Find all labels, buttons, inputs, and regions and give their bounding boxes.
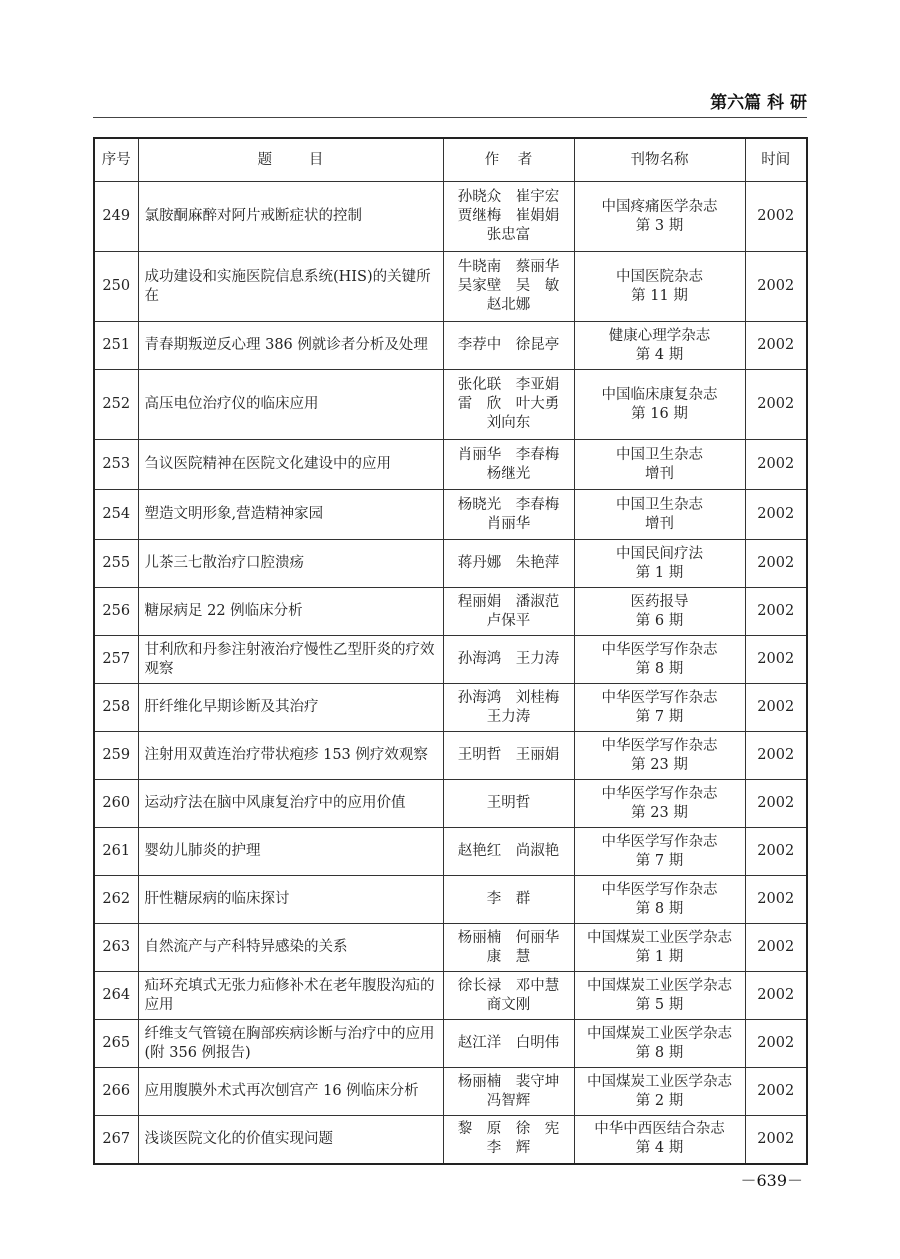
journal-name bbox=[574, 972, 745, 1020]
table-row bbox=[94, 828, 807, 876]
article-title: 高压电位治疗仪的临床应用 bbox=[138, 370, 443, 440]
journal-name bbox=[574, 684, 745, 732]
article-title: 浅谈医院文化的价值实现问题 bbox=[138, 1116, 443, 1164]
journal-name bbox=[574, 182, 745, 252]
publication-year: 2002 bbox=[745, 322, 807, 370]
row-number: 254 bbox=[94, 490, 138, 540]
article-authors bbox=[443, 370, 574, 440]
publication-year: 2002 bbox=[745, 636, 807, 684]
table-body bbox=[94, 182, 807, 1164]
row-number: 260 bbox=[94, 780, 138, 828]
article-title: 自然流产与产科特异感染的关系 bbox=[138, 924, 443, 972]
table-row bbox=[94, 1068, 807, 1116]
author-line: 徐长禄 邓中慧 bbox=[457, 977, 560, 994]
article-title: 应用腹膜外术式再次刨宫产 16 例临床分析 bbox=[138, 1068, 443, 1116]
author-line: 杨丽楠 何丽华 bbox=[457, 929, 560, 946]
publication-year: 2002 bbox=[745, 370, 807, 440]
publication-year: 2002 bbox=[745, 1020, 807, 1068]
table-row bbox=[94, 490, 807, 540]
article-authors bbox=[443, 684, 574, 732]
column-header-year: 时间 bbox=[745, 138, 807, 182]
table-row bbox=[94, 732, 807, 780]
author-line: 王力涛 bbox=[486, 708, 531, 725]
author-line: 程丽娟 潘淑范 bbox=[457, 593, 560, 610]
article-title: 运动疗法在脑中风康复治疗中的应用价值 bbox=[138, 780, 443, 828]
journal-name bbox=[574, 1020, 745, 1068]
article-title: 青春期叛逆反心理 386 例就诊者分析及处理 bbox=[138, 322, 443, 370]
row-number: 256 bbox=[94, 588, 138, 636]
column-header-number: 序号 bbox=[94, 138, 138, 182]
article-authors bbox=[443, 732, 574, 780]
journal-title: 中国煤炭工业医学杂志 bbox=[587, 929, 732, 946]
author-line: 李 辉 bbox=[486, 1140, 531, 1157]
journal-issue: 第 1 期 bbox=[635, 948, 684, 965]
author-line: 王明哲 王丽娟 bbox=[457, 747, 560, 763]
journal-title: 医药报导 bbox=[630, 593, 689, 610]
row-number: 262 bbox=[94, 876, 138, 924]
article-authors bbox=[443, 972, 574, 1020]
author-line: 赵北娜 bbox=[486, 297, 531, 313]
article-title: 塑造文明形象,营造精神家园 bbox=[138, 490, 443, 540]
author-line: 李 群 bbox=[486, 891, 531, 907]
journal-title: 中华医学写作杂志 bbox=[601, 833, 718, 850]
journal-name bbox=[574, 440, 745, 490]
journal-title: 中国煤炭工业医学杂志 bbox=[587, 1073, 732, 1090]
journal-issue: 第 6 期 bbox=[635, 612, 684, 629]
publication-year: 2002 bbox=[745, 1068, 807, 1116]
journal-issue: 第 11 期 bbox=[631, 287, 688, 304]
table-row bbox=[94, 972, 807, 1020]
table-row bbox=[94, 370, 807, 440]
author-line: 杨丽楠 裴守坤 bbox=[457, 1073, 560, 1090]
journal-title: 中华医学写作杂志 bbox=[601, 689, 718, 706]
journal-title: 中国卫生杂志 bbox=[616, 496, 703, 513]
column-header-title: 题 目 bbox=[138, 138, 443, 182]
publication-year: 2002 bbox=[745, 490, 807, 540]
article-authors bbox=[443, 322, 574, 370]
journal-issue: 第 5 期 bbox=[635, 996, 684, 1013]
table-row bbox=[94, 588, 807, 636]
article-title: 氯胺酮麻醉对阿片戒断症状的控制 bbox=[138, 182, 443, 252]
row-number: 267 bbox=[94, 1116, 138, 1164]
journal-name bbox=[574, 1116, 745, 1164]
author-line: 冯智辉 bbox=[486, 1092, 531, 1109]
article-title: 儿茶三七散治疗口腔溃疡 bbox=[138, 540, 443, 588]
journal-title: 中国民间疗法 bbox=[616, 545, 703, 562]
author-line: 杨继光 bbox=[486, 465, 531, 482]
journal-issue: 增刊 bbox=[645, 515, 674, 532]
author-line: 刘向东 bbox=[486, 415, 531, 431]
journal-name bbox=[574, 252, 745, 322]
journal-issue: 第 8 期 bbox=[635, 1044, 684, 1061]
journal-issue: 第 4 期 bbox=[635, 1140, 684, 1157]
journal-issue: 第 23 期 bbox=[631, 804, 688, 821]
author-line: 孙海鸿 刘桂梅 bbox=[457, 689, 560, 706]
journal-issue: 第 7 期 bbox=[635, 852, 684, 869]
journal-name bbox=[574, 370, 745, 440]
article-authors bbox=[443, 780, 574, 828]
journal-issue: 第 8 期 bbox=[635, 660, 684, 677]
author-line: 肖丽华 bbox=[486, 515, 531, 532]
journal-name bbox=[574, 588, 745, 636]
table-row bbox=[94, 876, 807, 924]
article-authors bbox=[443, 440, 574, 490]
publication-year: 2002 bbox=[745, 780, 807, 828]
author-line: 雷 欣 叶大勇 bbox=[457, 396, 560, 412]
table-row bbox=[94, 252, 807, 322]
journal-title: 健康心理学杂志 bbox=[608, 327, 711, 344]
publication-year: 2002 bbox=[745, 588, 807, 636]
article-authors bbox=[443, 828, 574, 876]
author-line: 肖丽华 李春梅 bbox=[457, 446, 560, 463]
author-line: 商文刚 bbox=[486, 996, 531, 1013]
row-number: 255 bbox=[94, 540, 138, 588]
journal-issue: 第 2 期 bbox=[635, 1092, 684, 1109]
journal-name bbox=[574, 780, 745, 828]
author-line: 黎 原 徐 宪 bbox=[457, 1121, 560, 1138]
journal-issue: 第 16 期 bbox=[631, 405, 688, 422]
journal-name bbox=[574, 924, 745, 972]
journal-issue: 第 4 期 bbox=[635, 346, 684, 363]
publication-year: 2002 bbox=[745, 972, 807, 1020]
table-row bbox=[94, 924, 807, 972]
author-line: 赵艳红 尚淑艳 bbox=[457, 843, 560, 859]
publication-year: 2002 bbox=[745, 684, 807, 732]
table-row bbox=[94, 780, 807, 828]
publication-year: 2002 bbox=[745, 732, 807, 780]
article-title: 成功建设和实施医院信息系统(HIS)的关键所在 bbox=[138, 252, 443, 322]
article-title: 刍议医院精神在医院文化建设中的应用 bbox=[138, 440, 443, 490]
journal-name bbox=[574, 876, 745, 924]
table-row bbox=[94, 1020, 807, 1068]
author-line: 赵江洋 白明伟 bbox=[457, 1035, 560, 1051]
author-line: 贾继梅 崔娟娟 bbox=[457, 208, 560, 224]
row-number: 259 bbox=[94, 732, 138, 780]
journal-title: 中国临床康复杂志 bbox=[601, 386, 718, 403]
table-header-row bbox=[94, 138, 807, 182]
article-authors bbox=[443, 924, 574, 972]
table-row bbox=[94, 440, 807, 490]
publication-year: 2002 bbox=[745, 1116, 807, 1164]
row-number: 251 bbox=[94, 322, 138, 370]
row-number: 252 bbox=[94, 370, 138, 440]
article-authors bbox=[443, 182, 574, 252]
journal-title: 中华中西医结合杂志 bbox=[594, 1121, 725, 1138]
row-number: 265 bbox=[94, 1020, 138, 1068]
author-line: 康 慧 bbox=[486, 948, 531, 965]
author-line: 王明哲 bbox=[486, 795, 531, 811]
row-number: 264 bbox=[94, 972, 138, 1020]
publication-year: 2002 bbox=[745, 876, 807, 924]
publication-year: 2002 bbox=[745, 924, 807, 972]
journal-title: 中国卫生杂志 bbox=[616, 446, 703, 463]
article-title: 肝性糖尿病的临床探讨 bbox=[138, 876, 443, 924]
article-authors bbox=[443, 1068, 574, 1116]
journal-issue: 第 23 期 bbox=[631, 756, 688, 773]
journal-issue: 第 8 期 bbox=[635, 900, 684, 917]
publication-year: 2002 bbox=[745, 828, 807, 876]
article-title: 疝环充填式无张力疝修补术在老年腹股沟疝的应用 bbox=[138, 972, 443, 1020]
journal-issue: 增刊 bbox=[645, 465, 674, 482]
table-row bbox=[94, 1116, 807, 1164]
author-line: 李荐中 徐昆亭 bbox=[457, 337, 560, 353]
author-line: 孙海鸿 王力涛 bbox=[457, 651, 560, 667]
article-authors bbox=[443, 540, 574, 588]
table-row bbox=[94, 182, 807, 252]
journal-title: 中华医学写作杂志 bbox=[601, 785, 718, 802]
table-row bbox=[94, 684, 807, 732]
row-number: 249 bbox=[94, 182, 138, 252]
publication-year: 2002 bbox=[745, 540, 807, 588]
header-rule bbox=[93, 117, 807, 118]
journal-title: 中华医学写作杂志 bbox=[601, 881, 718, 898]
article-authors bbox=[443, 490, 574, 540]
author-line: 杨晓光 李春梅 bbox=[457, 496, 560, 513]
article-title: 注射用双黄连治疗带状疱疹 153 例疗效观察 bbox=[138, 732, 443, 780]
journal-name bbox=[574, 1068, 745, 1116]
author-line: 蒋丹娜 朱艳萍 bbox=[457, 555, 560, 571]
article-title: 糖尿病足 22 例临床分析 bbox=[138, 588, 443, 636]
article-authors bbox=[443, 1020, 574, 1068]
table-row bbox=[94, 322, 807, 370]
publications-table bbox=[93, 137, 808, 1165]
row-number: 263 bbox=[94, 924, 138, 972]
author-line: 吴家壁 吴 敏 bbox=[457, 278, 560, 294]
journal-issue: 第 3 期 bbox=[635, 217, 684, 234]
publication-year: 2002 bbox=[745, 252, 807, 322]
article-authors bbox=[443, 636, 574, 684]
column-header-authors: 作 者 bbox=[443, 138, 574, 182]
publication-year: 2002 bbox=[745, 440, 807, 490]
page-number: －639－ bbox=[740, 1171, 803, 1190]
column-header-journal: 刊物名称 bbox=[574, 138, 745, 182]
article-title: 肝纤维化早期诊断及其治疗 bbox=[138, 684, 443, 732]
row-number: 261 bbox=[94, 828, 138, 876]
journal-name bbox=[574, 540, 745, 588]
article-authors bbox=[443, 252, 574, 322]
author-line: 孙晓众 崔宇宏 bbox=[457, 189, 560, 205]
article-authors bbox=[443, 1116, 574, 1164]
journal-name bbox=[574, 636, 745, 684]
journal-issue: 第 7 期 bbox=[635, 708, 684, 725]
author-line: 张忠富 bbox=[486, 227, 531, 243]
journal-title: 中华医学写作杂志 bbox=[601, 641, 718, 658]
article-title: 纤维支气管镜在胸部疾病诊断与治疗中的应用(附 356 例报告) bbox=[138, 1020, 443, 1068]
author-line: 卢保平 bbox=[486, 612, 531, 629]
article-authors bbox=[443, 876, 574, 924]
author-line: 张化联 李亚娟 bbox=[457, 377, 560, 393]
row-number: 266 bbox=[94, 1068, 138, 1116]
article-title: 婴幼儿肺炎的护理 bbox=[138, 828, 443, 876]
row-number: 257 bbox=[94, 636, 138, 684]
journal-title: 中国医院杂志 bbox=[616, 268, 703, 285]
section-header: 第六篇 科 研 bbox=[710, 93, 807, 113]
journal-title: 中国煤炭工业医学杂志 bbox=[587, 977, 732, 994]
article-authors bbox=[443, 588, 574, 636]
row-number: 258 bbox=[94, 684, 138, 732]
table-row bbox=[94, 540, 807, 588]
row-number: 250 bbox=[94, 252, 138, 322]
journal-title: 中华医学写作杂志 bbox=[601, 737, 718, 754]
journal-name bbox=[574, 732, 745, 780]
publication-year: 2002 bbox=[745, 182, 807, 252]
row-number: 253 bbox=[94, 440, 138, 490]
journal-issue: 第 1 期 bbox=[635, 564, 684, 581]
journal-title: 中国疼痛医学杂志 bbox=[601, 198, 718, 215]
author-line: 牛晓南 蔡丽华 bbox=[457, 259, 560, 275]
journal-name bbox=[574, 828, 745, 876]
article-title: 甘利欣和丹参注射液治疗慢性乙型肝炎的疗效观察 bbox=[138, 636, 443, 684]
journal-name bbox=[574, 322, 745, 370]
journal-title: 中国煤炭工业医学杂志 bbox=[587, 1025, 732, 1042]
journal-name bbox=[574, 490, 745, 540]
table-row bbox=[94, 636, 807, 684]
